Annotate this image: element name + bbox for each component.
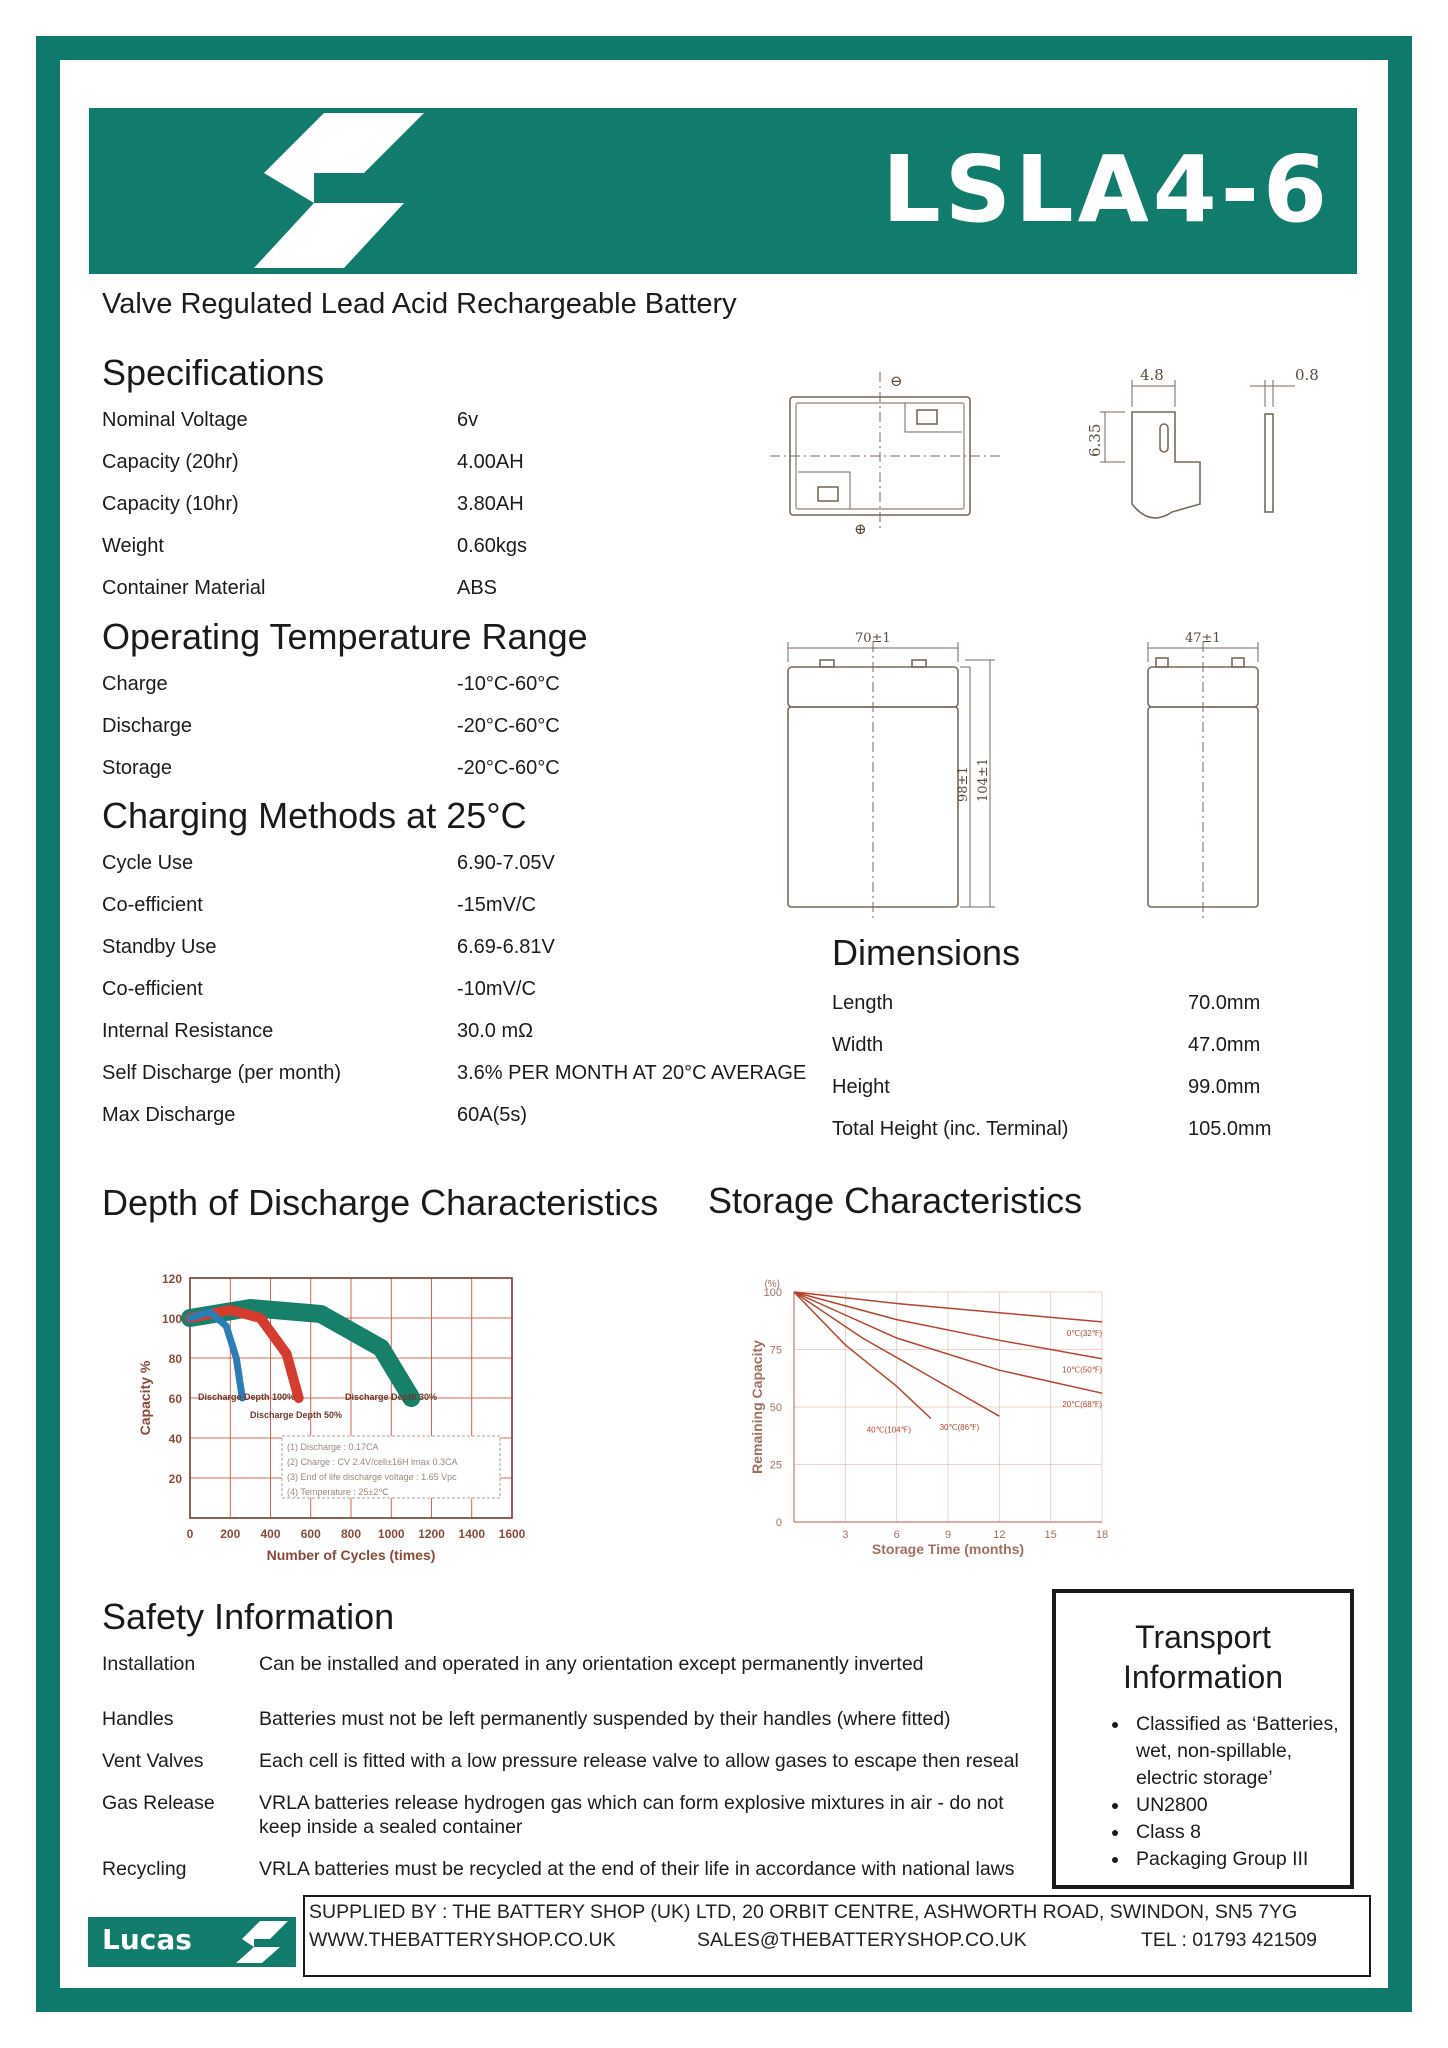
storage-series-label: 20℃(68℉): [1062, 1400, 1102, 1410]
y-axis-title: Capacity %: [137, 1360, 153, 1436]
y-tick-label: 75: [769, 1344, 782, 1357]
spec-value: 4.00AH: [457, 451, 524, 473]
lucas-logo: [88, 1917, 296, 1967]
charging-label: Max Discharge: [102, 1104, 236, 1126]
y-tick-label: 120: [161, 1272, 182, 1286]
transport-list: [1056, 1711, 1350, 1873]
length-dim-label: 70±1: [855, 631, 891, 646]
safety-value-continued: keep inside a sealed container: [259, 1816, 523, 1838]
operating-label: Charge: [102, 673, 168, 695]
depth-of-discharge-heading: Depth of Discharge Characteristics: [102, 1182, 659, 1223]
dimension-value: 47.0mm: [1188, 1034, 1261, 1056]
charging-value: 60A(5s): [457, 1104, 528, 1126]
supplier-email-link[interactable]: SALES@THEBATTERYSHOP.CO.UK: [697, 1929, 1027, 1951]
series-label-1: Discharge Depth 100%: [198, 1392, 296, 1402]
x-tick-label: 800: [340, 1527, 362, 1541]
dimension-label: Width: [832, 1034, 884, 1056]
spec-label: Weight: [102, 535, 164, 557]
terminal-width-label: 4.8: [1140, 366, 1164, 384]
charging-value: -15mV/C: [457, 894, 536, 916]
y-tick-label: 100: [763, 1287, 782, 1299]
storage-series-label: 0℃(32℉): [1066, 1328, 1102, 1338]
charging-value: 6.90-7.05V: [457, 852, 555, 874]
charging-value: -10mV/C: [457, 978, 536, 1000]
lucas-arrow-icon: [216, 1919, 294, 1965]
note-line: (3) End of life discharge voltage : 1.65 Vpc: [287, 1472, 457, 1482]
operating-heading: Operating Temperature Range: [102, 616, 588, 657]
dimension-label: Total Height (inc. Terminal): [832, 1118, 1069, 1140]
spec-value: ABS: [457, 577, 498, 599]
safety-label: Installation: [102, 1653, 196, 1675]
width-dim-label: 47±1: [1185, 631, 1221, 646]
storage-series-label: 40℃(104℉): [866, 1425, 911, 1435]
note-line: (1) Discharge : 0.17CA: [287, 1442, 379, 1452]
operating-value: -20°C-60°C: [457, 757, 560, 779]
y-tick-label: 20: [168, 1472, 182, 1486]
charging-label: Cycle Use: [102, 852, 194, 874]
charging-label: Standby Use: [102, 936, 217, 958]
charging-label: Co-efficient: [102, 978, 203, 1000]
depth-of-discharge-chart: [130, 1262, 550, 1572]
charging-value: 6.69-6.81V: [457, 936, 555, 958]
x-tick-label: 200: [220, 1527, 241, 1541]
x-tick-label: 6: [893, 1529, 900, 1541]
spec-value: 6v: [457, 409, 479, 431]
charging-label: Self Discharge (per month): [102, 1062, 341, 1084]
series-label-3: Discharge Depth 30%: [345, 1392, 438, 1402]
dimension-label: Length: [832, 992, 894, 1014]
safety-label: Recycling: [102, 1858, 187, 1880]
safety-value: Can be installed and operated in any orientation except permanently inverted: [259, 1653, 924, 1675]
transport-item: • UN2800: [1130, 1792, 1350, 1819]
spec-label: Capacity (10hr): [102, 493, 239, 515]
charging-value: 3.6% PER MONTH AT 20°C AVERAGE: [457, 1062, 807, 1084]
safety-label: Vent Valves: [102, 1750, 204, 1772]
spec-value: 0.60kgs: [457, 535, 528, 557]
note-line: (2) Charge : CV 2.4V/cell±16H lmax 0.3CA: [287, 1457, 458, 1467]
y-unit-label: (%): [764, 1279, 780, 1290]
operating-value: -20°C-60°C: [457, 715, 560, 737]
dimension-value: 70.0mm: [1188, 992, 1261, 1014]
y-tick-label: 80: [168, 1352, 182, 1366]
x-axis-title: Storage Time (months): [871, 1541, 1025, 1557]
series-label-2: Discharge Depth 50%: [250, 1410, 343, 1420]
dimensions-heading: Dimensions: [832, 932, 1021, 973]
x-axis-title: Number of Cycles (times): [266, 1547, 436, 1563]
storage-heading: Storage Characteristics: [708, 1180, 1083, 1221]
minus-terminal-symbol: ⊖: [890, 372, 903, 390]
x-tick-label: 12: [993, 1529, 1006, 1541]
y-tick-label: 50: [769, 1402, 782, 1414]
safety-label: Gas Release: [102, 1792, 215, 1814]
charging-label: Co-efficient: [102, 894, 203, 916]
storage-series-label: 10℃(50℉): [1062, 1365, 1102, 1375]
x-tick-label: 600: [300, 1527, 321, 1541]
y-tick-label: 60: [168, 1392, 182, 1406]
specifications-heading: Specifications: [102, 352, 325, 393]
lucas-arrow-logo: [184, 113, 524, 273]
charging-value: 30.0 mΩ: [457, 1020, 534, 1042]
plus-terminal-symbol: ⊕: [854, 520, 867, 538]
x-tick-label: 1600: [498, 1527, 526, 1541]
y-axis-title: Remaining Capacity: [749, 1340, 765, 1474]
terminal-height-label: 6.35: [1086, 423, 1104, 457]
dimension-label: Height: [832, 1076, 890, 1098]
transport-title-line2: Information: [1122, 1659, 1284, 1695]
x-tick-label: 1000: [377, 1527, 405, 1541]
charging-heading: Charging Methods at 25°C: [102, 795, 527, 836]
transport-item: • Packaging Group III: [1130, 1846, 1350, 1873]
supplier-telephone: TEL : 01793 421509: [1141, 1929, 1318, 1951]
dimension-value: 105.0mm: [1188, 1118, 1272, 1140]
x-tick-label: 400: [260, 1527, 281, 1541]
spec-label: Container Material: [102, 577, 266, 599]
storage-series-label: 30℃(86℉): [939, 1423, 980, 1433]
safety-value: VRLA batteries must be recycled at the end of their life in accordance with national laws: [259, 1858, 1015, 1880]
note-line: (4) Temperature : 25±2℃: [287, 1487, 389, 1497]
operating-label: Discharge: [102, 715, 193, 737]
terminal-thickness-label: 0.8: [1295, 366, 1319, 384]
spec-label: Nominal Voltage: [102, 409, 248, 431]
transport-title: [1056, 1617, 1350, 1697]
x-tick-label: 18: [1095, 1529, 1109, 1541]
safety-label: Handles: [102, 1708, 174, 1730]
model-number: LSLA4-6: [882, 136, 1331, 243]
spec-label: Capacity (20hr): [102, 451, 239, 473]
transport-information-box: [1052, 1589, 1354, 1889]
transport-item: • Class 8: [1130, 1819, 1350, 1846]
transport-item: • Classified as ‘Batteries, wet, non-spillable, electric storage’: [1130, 1711, 1350, 1792]
operating-label: Storage: [102, 757, 173, 779]
supplier-address: SUPPLIED BY : THE BATTERY SHOP (UK) LTD, 20 ORBIT CENTRE, ASHWORTH ROAD, SWINDON, SN5 7YG: [309, 1901, 1298, 1923]
total-height-dim-label: 104±1: [976, 758, 991, 802]
product-subtitle: Valve Regulated Lead Acid Rechargeable Battery: [102, 288, 737, 320]
y-tick-label: 40: [168, 1432, 182, 1446]
safety-heading: Safety Information: [102, 1596, 395, 1637]
x-tick-label: 1400: [458, 1527, 486, 1541]
charging-label: Internal Resistance: [102, 1020, 274, 1042]
transport-title-line1: Transport: [1135, 1619, 1271, 1655]
x-tick-label: 0: [186, 1527, 194, 1541]
x-tick-label: 1200: [418, 1527, 445, 1541]
x-tick-label: 3: [842, 1529, 849, 1541]
height-dim-label: 98±1: [956, 766, 971, 802]
lucas-wordmark: Lucas: [102, 1923, 192, 1956]
safety-value: Each cell is fitted with a low pressure release valve to allow gases to escape then reseal: [259, 1750, 1019, 1772]
battery-technical-drawing: [770, 362, 1320, 922]
y-tick-label: 25: [769, 1459, 782, 1472]
spec-value: 3.80AH: [457, 493, 524, 515]
supplier-website-link[interactable]: WWW.THEBATTERYSHOP.CO.UK: [309, 1929, 616, 1951]
x-tick-label: 15: [1044, 1529, 1057, 1541]
supplier-box: [303, 1895, 1371, 1977]
storage-characteristics-chart: [740, 1262, 1140, 1572]
safety-value: Batteries must not be left permanently suspended by their handles (where fitted): [259, 1708, 951, 1730]
y-tick-label: 100: [161, 1312, 182, 1326]
dimension-value: 99.0mm: [1188, 1076, 1261, 1098]
header-banner: [89, 108, 1357, 274]
safety-value: VRLA batteries release hydrogen gas which can form explosive mixtures in air - do not: [259, 1792, 1004, 1814]
y-tick-label: 0: [775, 1517, 782, 1529]
x-tick-label: 9: [944, 1529, 952, 1541]
operating-value: -10°C-60°C: [457, 673, 560, 695]
